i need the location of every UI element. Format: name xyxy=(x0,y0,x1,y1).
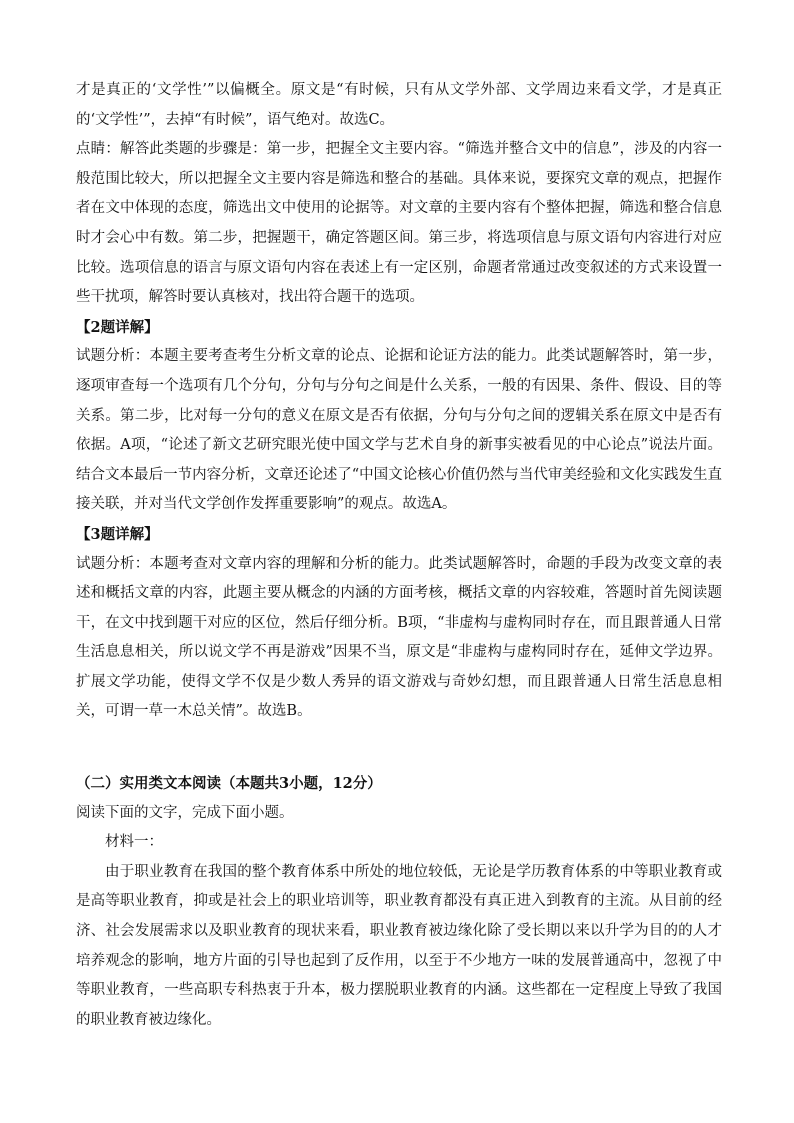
tip-paragraph: 点睛：解答此类题的步骤是：第一步，把握全文主要内容。“筛选并整合文中的信息”，涉及的内容一般范围比较大，所以把握全文主要内容是筛选和整合的基础。具体来说，要探究文章的观点，把握作者在文中体现的态度，筛选出文中使用的论据等。对文章的主要内容有个整体把握，筛选和整合信息时才会心中有数。第二步，把握题干，确定答题区间。第三步，将选项信息与原文语句内容进行对应比较。选项信息的语言与原文语句内容在表述上有一定区别，命题者常通过改变叙述的方式来设置一些干扰项，解答时要认真核对，找出符合题干的选项。 xyxy=(76,141,722,306)
question-2-heading: 【2题详解】 xyxy=(76,318,159,336)
answer-paragraph-1: 才是真正的‘文学性’”以偏概全。原文是“有时候，只有从文学外部、文学周边来看文学，才是真正的‘文学性’”，去掉“有时候”，语气绝对。故选C。 xyxy=(76,82,722,128)
question-2-analysis: 试题分析：本题主要考查考生分析文章的论点、论据和论证方法的能力。此类试题解答时，第一步，逐项审查每一个选项有几个分句，分句与分句之间是什么关系，一般的有因果、条件、假设、目的等关系。第二步，比对每一分句的意义在原文是否有依据，分句与分句之间的逻辑关系在原文中是否有依据。A项，“论述了新文艺研究眼光使中国文学与艺术自身的新事实被看见的中心论点”说法片面。结合文本最后一节内容分析，文章还论述了“中国文论核心价值仍然与当代审美经验和文化实践发生直接关联，并对当代文学创作发挥重要影响”的观点。故选A。 xyxy=(76,348,722,513)
section-title: （二）实用类文本阅读（本题共3小题，12分） xyxy=(76,775,382,793)
question-3-analysis: 试题分析：本题考查对文章内容的理解和分析的能力。此类试题解答时，命题的手段为改变文章的表述和概括文章的内容，此题主要从概念的内涵的方面考核，概括文章的内容较难，答题时首先阅读题干，在文中找到题干对应的区位，然后仔细分析。B项，“非虚构与虚构同时存在，而且跟普通人日常生活息息相关，所以说文学不再是游戏”因果不当，原文是“非虚构与虚构同时存在，延伸文学边界。扩展文学功能，使得文学不仅是少数人秀异的语文游戏与奇妙幻想，而且跟普通人日常生活息息相关，可谓一草一木总关情”。故选B。 xyxy=(76,555,722,720)
question-3-heading: 【3题详解】 xyxy=(76,525,159,543)
material-paragraph: 由于职业教育在我国的整个教育体系中所处的地位较低，无论是学历教育体系的中等职业教育或是高等职业教育，抑或是社会上的职业培训等，职业教育都没有真正进入到教育的主流。从目前的经济、社会发展需求以及职业教育的现状来看，职业教育被边缘化除了受长期以来以升学为目的的人才培养观念的影响，地方片面的引导也起到了反作用，以至于不少地方一味的发展普通高中，忽视了中等职业教育，一些高职专科热衷于升本，极力摆脱职业教育的内涵。这些都在一定程度上导致了我国的职业教育被边缘化。 xyxy=(76,863,722,1028)
document-page xyxy=(76,76,722,1035)
reading-instruction: 阅读下面的文字，完成下面小题。 xyxy=(76,804,294,821)
material-label: 材料一： xyxy=(105,834,163,851)
